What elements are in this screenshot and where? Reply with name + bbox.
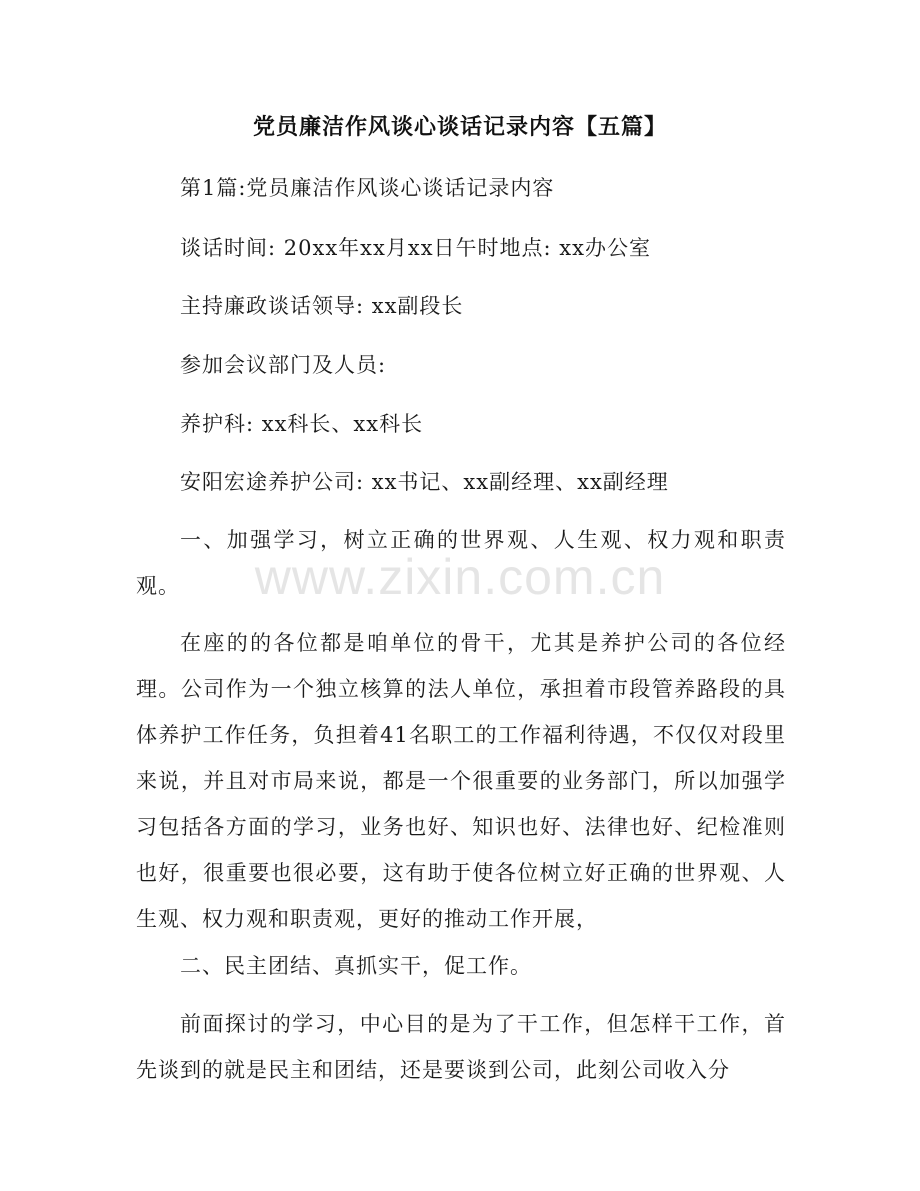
- watermark: www.zixin.com.cn: [254, 549, 666, 605]
- talk-time-location: 谈话时间: 20xx年xx月xx日午时地点: xx办公室: [180, 236, 651, 260]
- maintenance-dept: 养护科: xx科长、xx科长: [180, 412, 424, 436]
- section-heading: 第1篇:党员廉洁作风谈心谈话记录内容: [180, 176, 555, 200]
- company-participants: 安阳宏途养护公司: xx书记、xx副经理、xx副经理: [180, 470, 669, 494]
- point-two-heading: 二、民主团结、真抓实干，促工作。: [180, 954, 532, 978]
- point-one-heading: 一、加强学习，树立正确的世界观、人生观、权力观和职责观。: [136, 528, 786, 598]
- participants-label: 参加会议部门及人员:: [180, 353, 387, 377]
- host-leader: 主持廉政谈话领导: xx副段长: [180, 294, 464, 318]
- point-two-body: 前面探讨的学习，中心目的是为了干工作，但怎样干工作，首先谈到的就是民主和团结，还是要谈到公司，此刻公司收入分: [136, 1012, 786, 1082]
- document-title: 党员廉洁作风谈心谈话记录内容【五篇】: [252, 115, 667, 140]
- point-one-body: 在座的的各位都是咱单位的骨干，尤其是养护公司的各位经理。公司作为一个独立核算的法人单位，承担着市段管养路段的具体养护工作任务，负担着41名职工的工作福利待遇，不仅仅对段里来说，并且对市局来说，都是一个很重要的业务部门，所以加强学习包括各方面的学习，业务也好、知识也好、法律也好、纪检准则也好，很重要也很必要，这有助于使各位树立好正确的世界观、人生观、权力观和职责观，更好的推动工作开展，: [136, 631, 786, 931]
